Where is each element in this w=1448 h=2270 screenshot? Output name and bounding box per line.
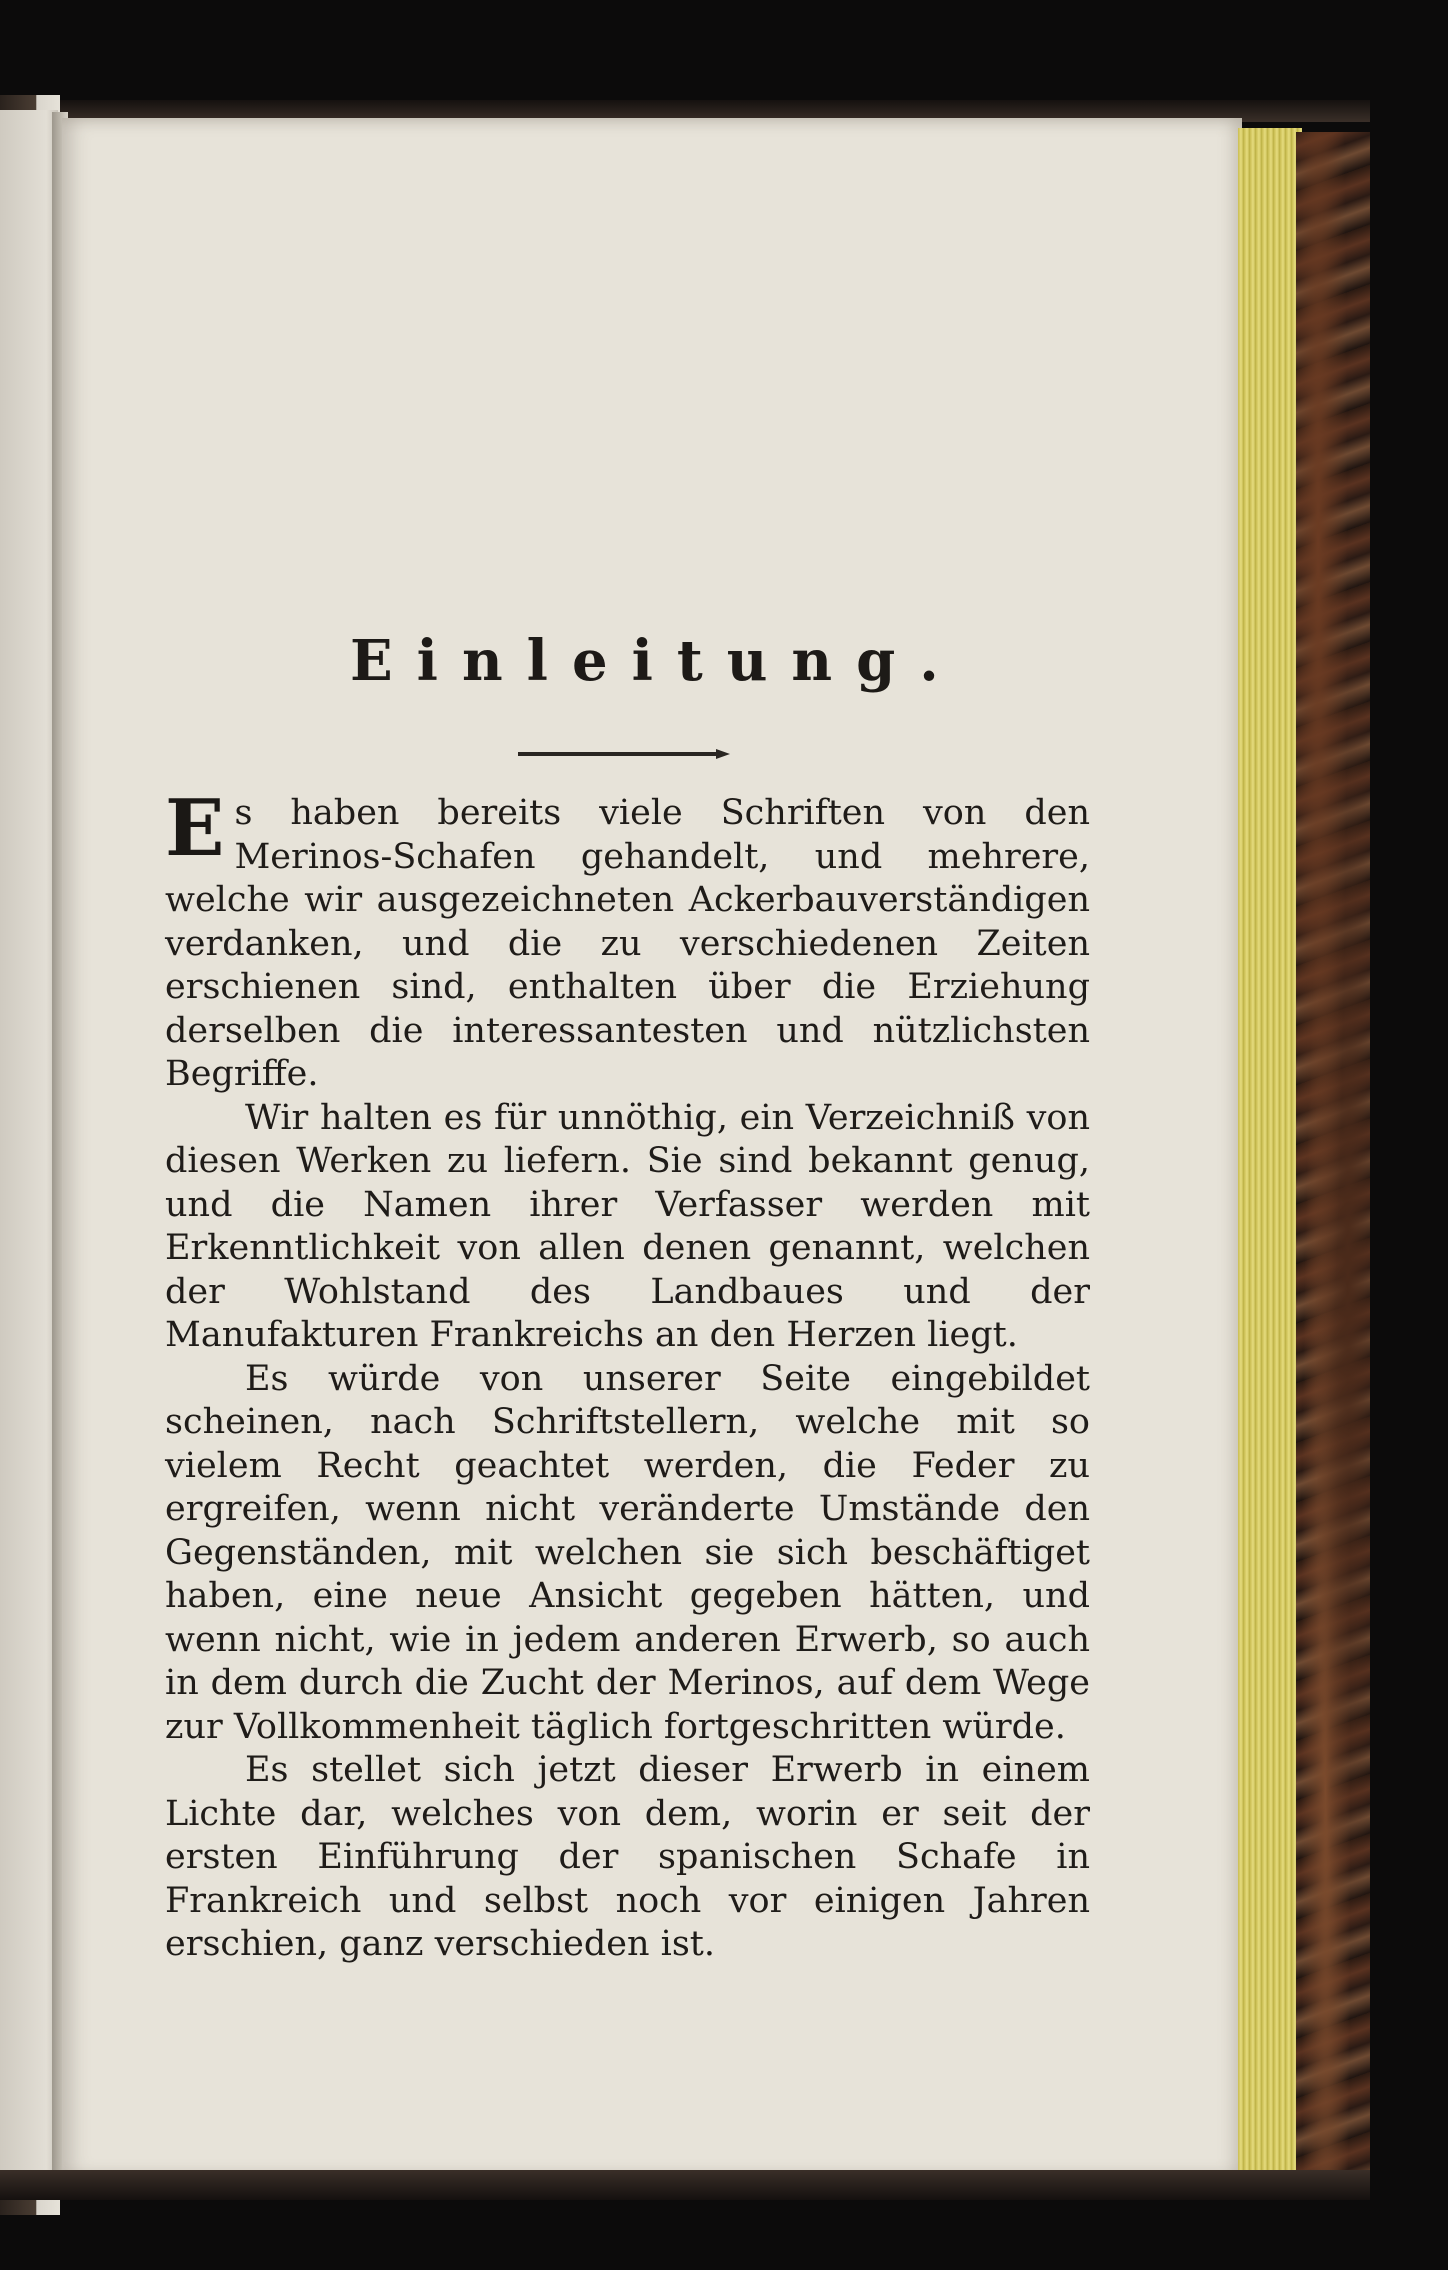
paragraph-text: s haben bereits viele Schriften von den Merinos-Schafen gehandelt, und mehrere, welche wir ausgezeichneten Ackerbauverständigen verdanken, und die zu verschiedenen Zeiten erschienen sind, enthalten über die Erziehung derselben die interessantesten und nützlichsten Begriffe. <box>165 793 1090 1094</box>
marbled-cover <box>1296 132 1370 2200</box>
paragraph: Es würde von unserer Seite eingebildet scheinen, nach Schriftstellern, welche mit so vielem Recht geachtet werden, die Feder zu ergreifen, wenn nicht veränderte Umstände den Gegenständen, mit welchen sie sich beschäftiget haben, eine neue Ansicht gegeben hätten, und wenn nicht, wie in jedem anderen Erwerb, so auch in dem durch die Zucht der Merinos, auf dem Wege zur Vollkommenheit täglich fortgeschritten würde. <box>165 1358 1090 1747</box>
gilded-page-edge <box>1238 128 1302 2178</box>
body-text <box>165 783 1090 1967</box>
paragraph: Es stellet sich jetzt dieser Erwerb in einem Lichte dar, welches von dem, worin er seit der ersten Einführung der spanischen Schafe in Frankreich und selbst noch vor einigen Jahren erschien, ganz verschieden ist. <box>165 1750 1090 1964</box>
show-through-text <box>160 360 1110 810</box>
paragraph: Wir halten es für unnöthig, ein Verzeichniß von diesen Werken zu liefern. Sie sind bekannt genug, und die Namen ihrer Verfasser werden mit Erkenntlichkeit von allen denen genannt, welchen der Wohlstand des Landbaues und der Manufakturen Frankreichs an den Herzen liegt. <box>165 1097 1090 1355</box>
chapter-heading: Einleitung. <box>350 628 963 694</box>
book-bottom-edge <box>0 2170 1370 2200</box>
decorative-rule <box>518 752 723 756</box>
left-page-strip <box>0 110 58 2170</box>
paragraph <box>165 783 1090 1097</box>
drop-cap: E <box>165 783 225 874</box>
decorative-rule-tip <box>716 749 730 759</box>
